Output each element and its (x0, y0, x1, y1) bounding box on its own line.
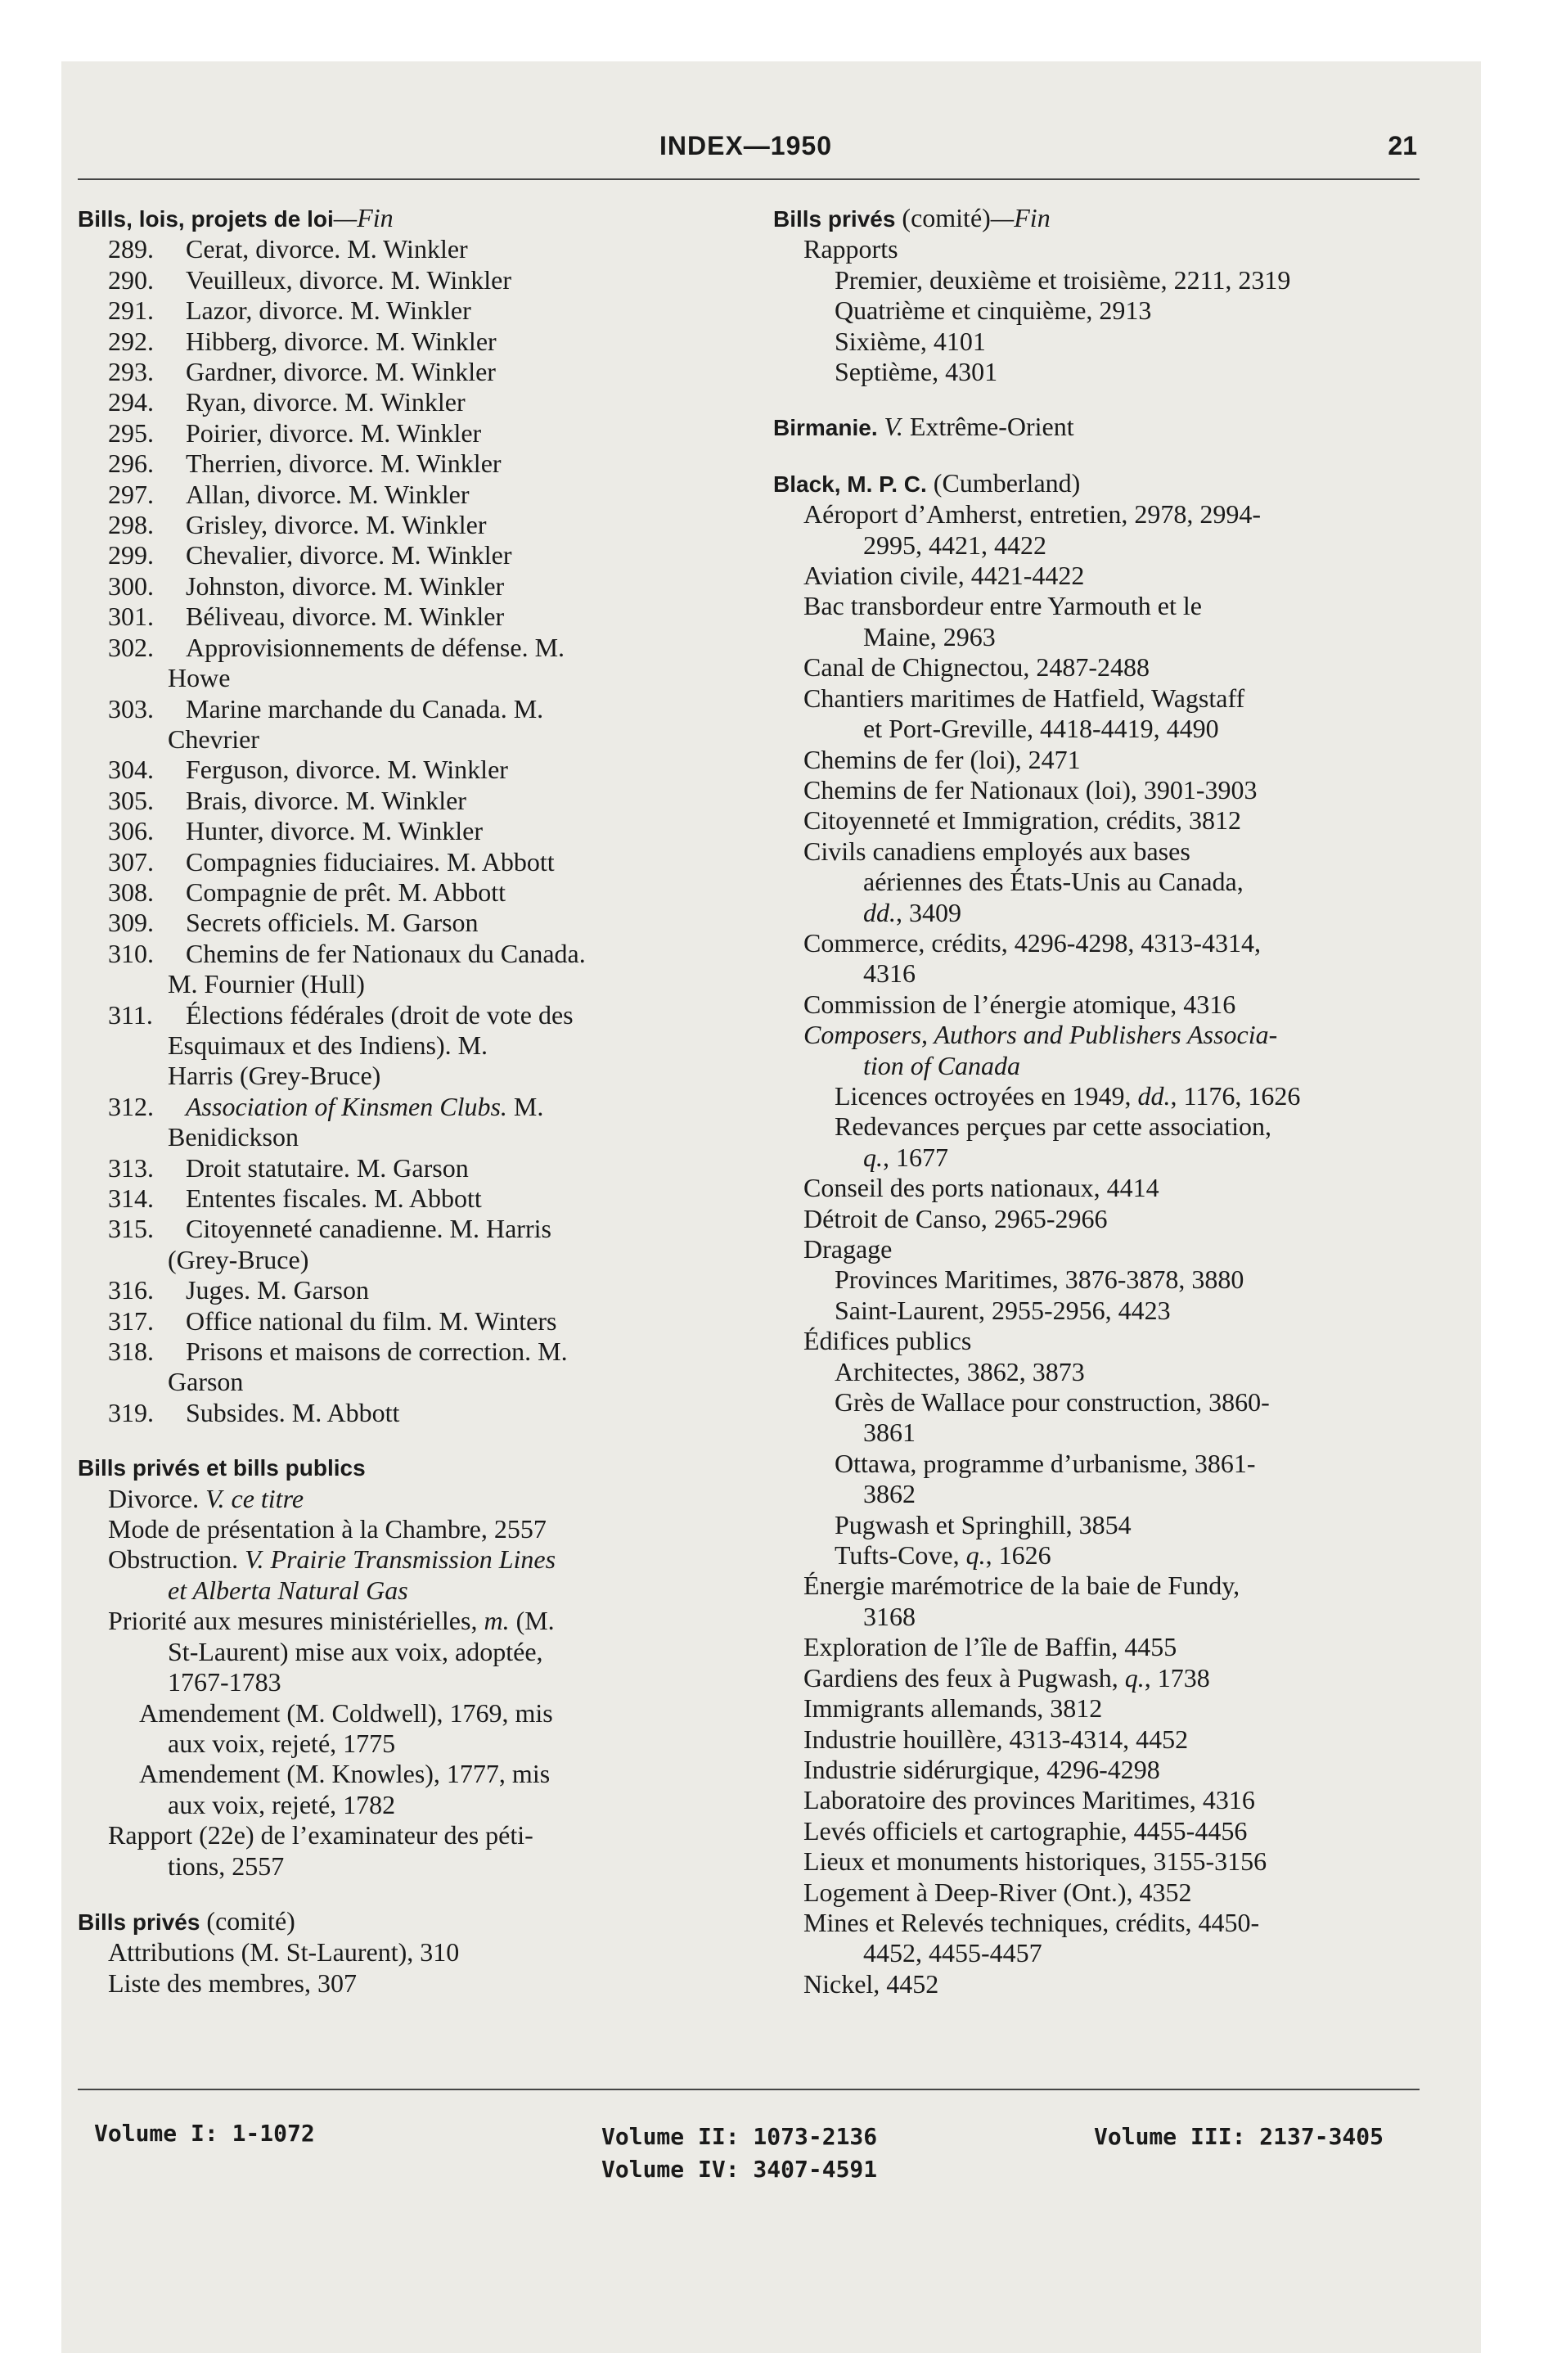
index-entry-cont: 1767-1783 (168, 1667, 281, 1697)
bill-entry (78, 786, 745, 816)
footer-volume-1: Volume I: 1-1072 (94, 2120, 315, 2147)
section-heading-bills-prives-comite-fin: Bills privés (comité)—Fin (773, 203, 1051, 232)
footer-volume-3: Volume III: 2137-3405 (1094, 2123, 1384, 2150)
footer-volume-2: Volume II: 1073-2136 (601, 2123, 878, 2150)
bill-entry: 302. Approvisionnements de défense. M. (108, 632, 565, 662)
bill-title: Veuilleux, divorce. M. Winkler (186, 264, 512, 295)
bill-entry: 311. Élections fédérales (droit de vote des (108, 999, 574, 1030)
index-entry: Obstruction. V. Prairie Transmission Lines (108, 1544, 556, 1575)
footer-rule (78, 2089, 1420, 2090)
bill-entry (78, 908, 745, 938)
index-entry-cont: 3168 (863, 1601, 916, 1631)
left-column (78, 203, 745, 1999)
bill-title: Brais, divorce. M. Winkler (186, 785, 466, 815)
bill-entry: 312. Association of Kinsmen Clubs. M. (108, 1091, 544, 1121)
bill-entry: 317. Office national du film. M. Winters (108, 1305, 557, 1336)
bill-title: Béliveau, divorce. M. Winkler (186, 602, 505, 632)
index-entry-cont: 4316 (863, 958, 916, 989)
index-entry-cont: dd., 3409 (863, 897, 961, 927)
bill-entry (78, 265, 745, 295)
index-entry: Logement à Deep-River (Ont.), 4352 (803, 1877, 1192, 1907)
spacer (78, 1428, 745, 1453)
index-entry: Conseil des ports nationaux, 4414 (803, 1173, 1159, 1203)
index-entry-cont: tion of Canada (863, 1050, 1021, 1080)
running-header-title: INDEX—1950 (659, 131, 832, 160)
bill-title: Chevalier, divorce. M. Winkler (186, 540, 512, 570)
index-entry: Rapports (803, 234, 898, 264)
bill-entry (78, 480, 745, 510)
index-entry: Aéroport d’Amherst, entretien, 2978, 2994- (803, 499, 1261, 530)
sub-entry-cont: q., 1677 (863, 1142, 948, 1172)
bill-entry: 303. Marine marchande du Canada. M. (108, 693, 544, 723)
index-entry: Mines et Relevés techniques, crédits, 4450- (803, 1907, 1260, 1937)
bill-number: 304. (108, 755, 154, 785)
sub-entry: Saint-Laurent, 2955-2956, 4423 (835, 1295, 1171, 1325)
bill-entry (78, 755, 745, 785)
bill-entry (78, 357, 745, 387)
bill-number: 301. (108, 602, 154, 632)
bill-title: Cerat, divorce. M. Winkler (186, 234, 468, 264)
bill-entry: 315. Citoyenneté canadienne. M. Harris (108, 1214, 551, 1244)
index-entry: Détroit de Canso, 2965-2966 (803, 1203, 1108, 1233)
bill-entry-cont: (Grey-Bruce) (168, 1244, 309, 1274)
index-entry: Énergie marémotrice de la baie de Fundy, (803, 1571, 1240, 1601)
bill-number: 306. (108, 816, 154, 846)
spacer (78, 1882, 745, 1906)
sub-entry-cont: aux voix, rejeté, 1782 (168, 1789, 396, 1819)
bill-number: 292. (108, 326, 154, 356)
index-entry: Attributions (M. St-Laurent), 310 (108, 1937, 460, 1968)
bill-number: 293. (108, 357, 154, 387)
index-entry: Priorité aux mesures ministérielles, m. (M. (108, 1606, 555, 1636)
sub-entry: Pugwash et Springhill, 3854 (835, 1509, 1132, 1539)
index-entry: Mode de présentation à la Chambre, 2557 (108, 1514, 547, 1544)
index-entry: Dragage (803, 1234, 893, 1264)
index-entry: Nickel, 4452 (803, 1968, 939, 1999)
bill-title: Grisley, divorce. M. Winkler (186, 510, 487, 540)
index-entry-cont: et Port-Greville, 4418-4419, 4490 (863, 714, 1219, 744)
bill-number: 300. (108, 570, 154, 601)
section-heading-black: Black, M. P. C. (Cumberland) (773, 467, 1081, 498)
index-entry: Industrie sidérurgique, 4296-4298 (803, 1754, 1160, 1784)
bill-title: Hibberg, divorce. M. Winkler (186, 326, 497, 356)
bill-entry (78, 816, 745, 846)
index-entry: Exploration de l’île de Baffin, 4455 (803, 1632, 1177, 1662)
index-entry-cont: Maine, 2963 (863, 621, 996, 651)
index-entry: Chantiers maritimes de Hatfield, Wagstaff (803, 683, 1245, 713)
bill-entry: 318. Prisons et maisons de correction. M. (108, 1336, 568, 1367)
index-entry: Chemins de fer Nationaux (loi), 3901-3903 (803, 774, 1258, 805)
spacer (773, 387, 1428, 412)
bill-entry: 313. Droit statutaire. M. Garson (108, 1152, 469, 1183)
bill-title: Allan, divorce. M. Winkler (186, 479, 470, 509)
index-entry-cont: St-Laurent) mise aux voix, adoptée, (168, 1636, 543, 1666)
index-entry-cont: tions, 2557 (168, 1850, 285, 1881)
sub-entry: Tufts-Cove, q., 1626 (835, 1540, 1051, 1571)
index-entry: Chemins de fer (loi), 2471 (803, 744, 1081, 774)
bills-list (78, 234, 745, 632)
bill-number: 296. (108, 449, 154, 479)
bill-number: 298. (108, 510, 154, 540)
index-entry: Commission de l’énergie atomique, 4316 (803, 989, 1236, 1019)
section-heading-birmanie: Birmanie. V. Extrême-Orient (773, 412, 1074, 442)
index-entry: Aviation civile, 4421-4422 (803, 561, 1085, 591)
index-entry: Immigrants allemands, 3812 (803, 1693, 1103, 1724)
index-entry: Levés officiels et cartographie, 4455-4456 (803, 1815, 1248, 1846)
sub-entry: Provinces Maritimes, 3876-3878, 3880 (835, 1264, 1244, 1295)
bill-entry (78, 540, 745, 570)
bill-entry (78, 510, 745, 540)
bill-entry-cont: Chevrier (168, 723, 259, 754)
bill-entry (78, 387, 745, 417)
bill-entry-cont: M. Fournier (Hull) (168, 969, 365, 999)
bill-entry (78, 847, 745, 877)
bill-number: 290. (108, 264, 154, 295)
bill-number: 307. (108, 846, 154, 877)
bill-number: 291. (108, 295, 154, 326)
sub-entry: Septième, 4301 (835, 357, 998, 387)
index-entry: Bac transbordeur entre Yarmouth et le (803, 591, 1202, 621)
sub-entry: Sixième, 4101 (835, 326, 986, 356)
bill-entry (78, 234, 745, 264)
bill-entry: 319. Subsides. M. Abbott (108, 1397, 400, 1427)
sub-entry: Grès de Wallace pour construction, 3860- (835, 1387, 1270, 1418)
bill-number: 305. (108, 785, 154, 815)
bill-title: Hunter, divorce. M. Winkler (186, 816, 483, 846)
bill-entry (78, 327, 745, 357)
bills-list (78, 755, 745, 938)
sub-entry: Premier, deuxième et troisième, 2211, 2319 (835, 264, 1291, 295)
index-entry: Gardiens des feux à Pugwash, q., 1738 (803, 1662, 1210, 1693)
bill-title: Ferguson, divorce. M. Winkler (186, 755, 508, 785)
index-entry: Laboratoire des provinces Maritimes, 4316 (803, 1785, 1255, 1815)
bill-entry: 316. Juges. M. Garson (108, 1275, 369, 1305)
index-entry: Lieux et monuments historiques, 3155-3156 (803, 1846, 1267, 1877)
bill-title: Lazor, divorce. M. Winkler (186, 295, 471, 326)
bill-entry: 314. Ententes fiscales. M. Abbott (108, 1183, 482, 1213)
header-rule (78, 178, 1420, 180)
bill-entry (78, 449, 745, 479)
bill-entry-cont: Harris (Grey-Bruce) (168, 1061, 381, 1091)
bill-entry-cont: Garson (168, 1367, 244, 1397)
page-number: 21 (1388, 131, 1417, 160)
index-entry: Rapport (22e) de l’examinateur des péti- (108, 1820, 533, 1850)
index-entry: Commerce, crédits, 4296-4298, 4313-4314, (803, 927, 1261, 958)
sub-entry: Redevances perçues par cette association, (835, 1111, 1271, 1142)
bill-title: Johnston, divorce. M. Winkler (186, 570, 505, 601)
section-heading-bills-prives-comite: Bills privés (comité) (78, 1905, 295, 1936)
index-entry: Divorce. V. ce titre (108, 1483, 304, 1513)
bill-title: Poirier, divorce. M. Winkler (186, 417, 482, 448)
index-entry-cont: aériennes des États-Unis au Canada, (863, 867, 1244, 897)
bill-number: 295. (108, 417, 154, 448)
bill-entry: 310. Chemins de fer Nationaux du Canada. (108, 938, 586, 968)
index-entry-cont: et Alberta Natural Gas (168, 1575, 408, 1605)
index-entry: Civils canadiens employés aux bases (803, 836, 1190, 866)
bill-entry (78, 877, 745, 908)
index-entry: Liste des membres, 307 (108, 1968, 357, 1998)
sub-entry: Quatrième et cinquième, 2913 (835, 295, 1152, 326)
section-heading-bills-prives-publics: Bills privés et bills publics (78, 1455, 366, 1481)
index-entry: Citoyenneté et Immigration, crédits, 3812 (803, 805, 1241, 836)
sub-entry-cont: aux voix, rejeté, 1775 (168, 1728, 396, 1758)
bill-title: Compagnies fiduciaires. M. Abbott (186, 846, 555, 877)
bill-title: Compagnie de prêt. M. Abbott (186, 877, 506, 907)
bill-entry (78, 602, 745, 632)
bill-number: 289. (108, 234, 154, 264)
bill-number: 309. (108, 908, 154, 938)
bill-number: 297. (108, 479, 154, 509)
bill-title: Therrien, divorce. M. Winkler (186, 449, 502, 479)
bill-number: 294. (108, 387, 154, 417)
spacer (773, 444, 1428, 468)
bill-entry (78, 295, 745, 326)
sub-entry: Amendement (M. Knowles), 1777, mis (139, 1759, 551, 1789)
footer-volume-4: Volume IV: 3407-4591 (601, 2156, 878, 2183)
bill-entry (78, 418, 745, 449)
bill-title: Ryan, divorce. M. Winkler (186, 387, 466, 417)
sub-entry-cont: 3861 (863, 1418, 916, 1448)
sub-entry-cont: 3862 (863, 1479, 916, 1509)
bill-entry-cont: Howe (168, 663, 231, 693)
bill-title: Secrets officiels. M. Garson (186, 908, 479, 938)
index-entry: Composers, Authors and Publishers Associa- (803, 1020, 1278, 1050)
bill-number: 308. (108, 877, 154, 907)
bill-number: 299. (108, 540, 154, 570)
bill-entry-cont: Benidickson (168, 1122, 299, 1152)
index-entry: Édifices publics (803, 1326, 972, 1356)
sub-entry: Ottawa, programme d’urbanisme, 3861- (835, 1448, 1256, 1478)
sub-entry: Architectes, 3862, 3873 (835, 1356, 1085, 1386)
index-entry-cont: 4452, 4455-4457 (863, 1938, 1042, 1968)
index-entry: Industrie houillère, 4313-4314, 4452 (803, 1724, 1189, 1754)
section-heading-bills-lois: Bills, lois, projets de loi—Fin (78, 203, 394, 232)
bill-title: Gardner, divorce. M. Winkler (186, 357, 496, 387)
bill-entry-cont: Esquimaux et des Indiens). M. (168, 1030, 488, 1060)
index-entry-cont: 2995, 4421, 4422 (863, 530, 1046, 560)
sub-entry: Amendement (M. Coldwell), 1769, mis (139, 1697, 553, 1728)
sub-entry: Licences octroyées en 1949, dd., 1176, 1626 (835, 1080, 1301, 1111)
right-column (773, 203, 1428, 1999)
bill-entry (78, 571, 745, 602)
index-entry: Canal de Chignectou, 2487-2488 (803, 652, 1150, 683)
